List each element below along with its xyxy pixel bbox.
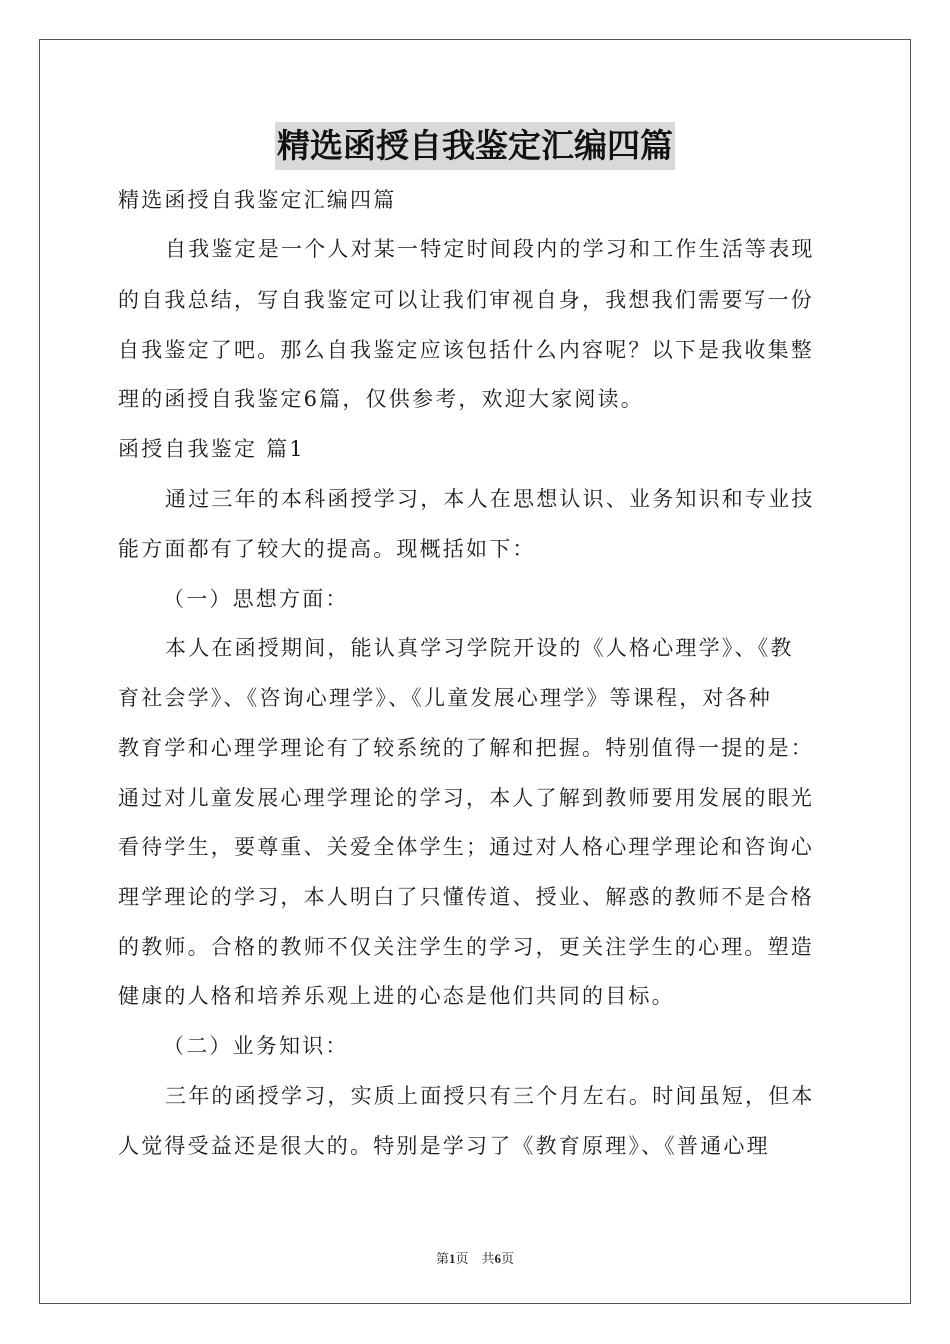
footer-page-suffix: 页 (455, 1251, 469, 1266)
subsection-heading: （一）思想方面： (163, 587, 349, 611)
page-footer (0, 1248, 950, 1267)
section-heading: 函授自我鉴定 篇1 (118, 437, 305, 461)
text-line: 的教师。合格的教师不仅关注学生的学习，更关注学生的心理。塑造 (118, 935, 814, 959)
text-line: 教育学和心理学理论有了较系统的了解和把握。特别值得一提的是： (118, 736, 814, 760)
text-line: 理学理论的学习，本人明白了只懂传道、授业、解惑的教师不是合格 (118, 885, 814, 909)
text-line: 的自我总结，写自我鉴定可以让我们审视自身，我想我们需要写一份 (118, 288, 814, 312)
text-line: 通过三年的本科函授学习，本人在思想认识、业务知识和专业技 (165, 487, 815, 511)
text-line: 本人在函授期间，能认真学习学院开设的《人格心理学》、《教 (165, 636, 794, 660)
text-line: 自我鉴定是一个人对某一特定时间段内的学习和工作生活等表现 (165, 237, 815, 261)
footer-total-number: 6 (494, 1251, 502, 1266)
text-line: 通过对儿童发展心理学理论的学习，本人了解到教师要用发展的眼光 (118, 786, 814, 810)
text-line: 理的函授自我鉴定6篇，仅供参考，欢迎大家阅读。 (118, 387, 644, 411)
title-container (0, 122, 950, 170)
subsection-heading: （二）业务知识： (163, 1034, 349, 1058)
subtitle-line: 精选函授自我鉴定汇编四篇 (118, 188, 397, 212)
text-line: 人觉得受益还是很大的。特别是学习了《教育原理》、《普通心理 (118, 1134, 770, 1158)
text-line: 育社会学》、《咨询心理学》、《儿童发展心理学》等课程，对各种 (118, 686, 772, 710)
page-border (39, 39, 911, 1304)
text-line: 自我鉴定了吧。那么自我鉴定应该包括什么内容呢？以下是我收集整 (118, 338, 814, 362)
footer-total-suffix: 页 (501, 1251, 515, 1266)
text-line: 三年的函授学习，实质上面授只有三个月左右。时间虽短，但本 (165, 1084, 815, 1108)
document-title: 精选函授自我鉴定汇编四篇 (275, 122, 675, 170)
text-line: 健康的人格和培养乐观上进的心态是他们共同的目标。 (118, 984, 675, 1008)
text-line: 看待学生，要尊重、关爱全体学生；通过对人格心理学理论和咨询心 (118, 835, 814, 859)
footer-total-prefix: 共 (481, 1251, 495, 1266)
footer-page-prefix: 第 (435, 1251, 449, 1266)
text-line: 能方面都有了较大的提高。现概括如下： (118, 537, 536, 561)
footer-page-number: 1 (448, 1251, 456, 1266)
